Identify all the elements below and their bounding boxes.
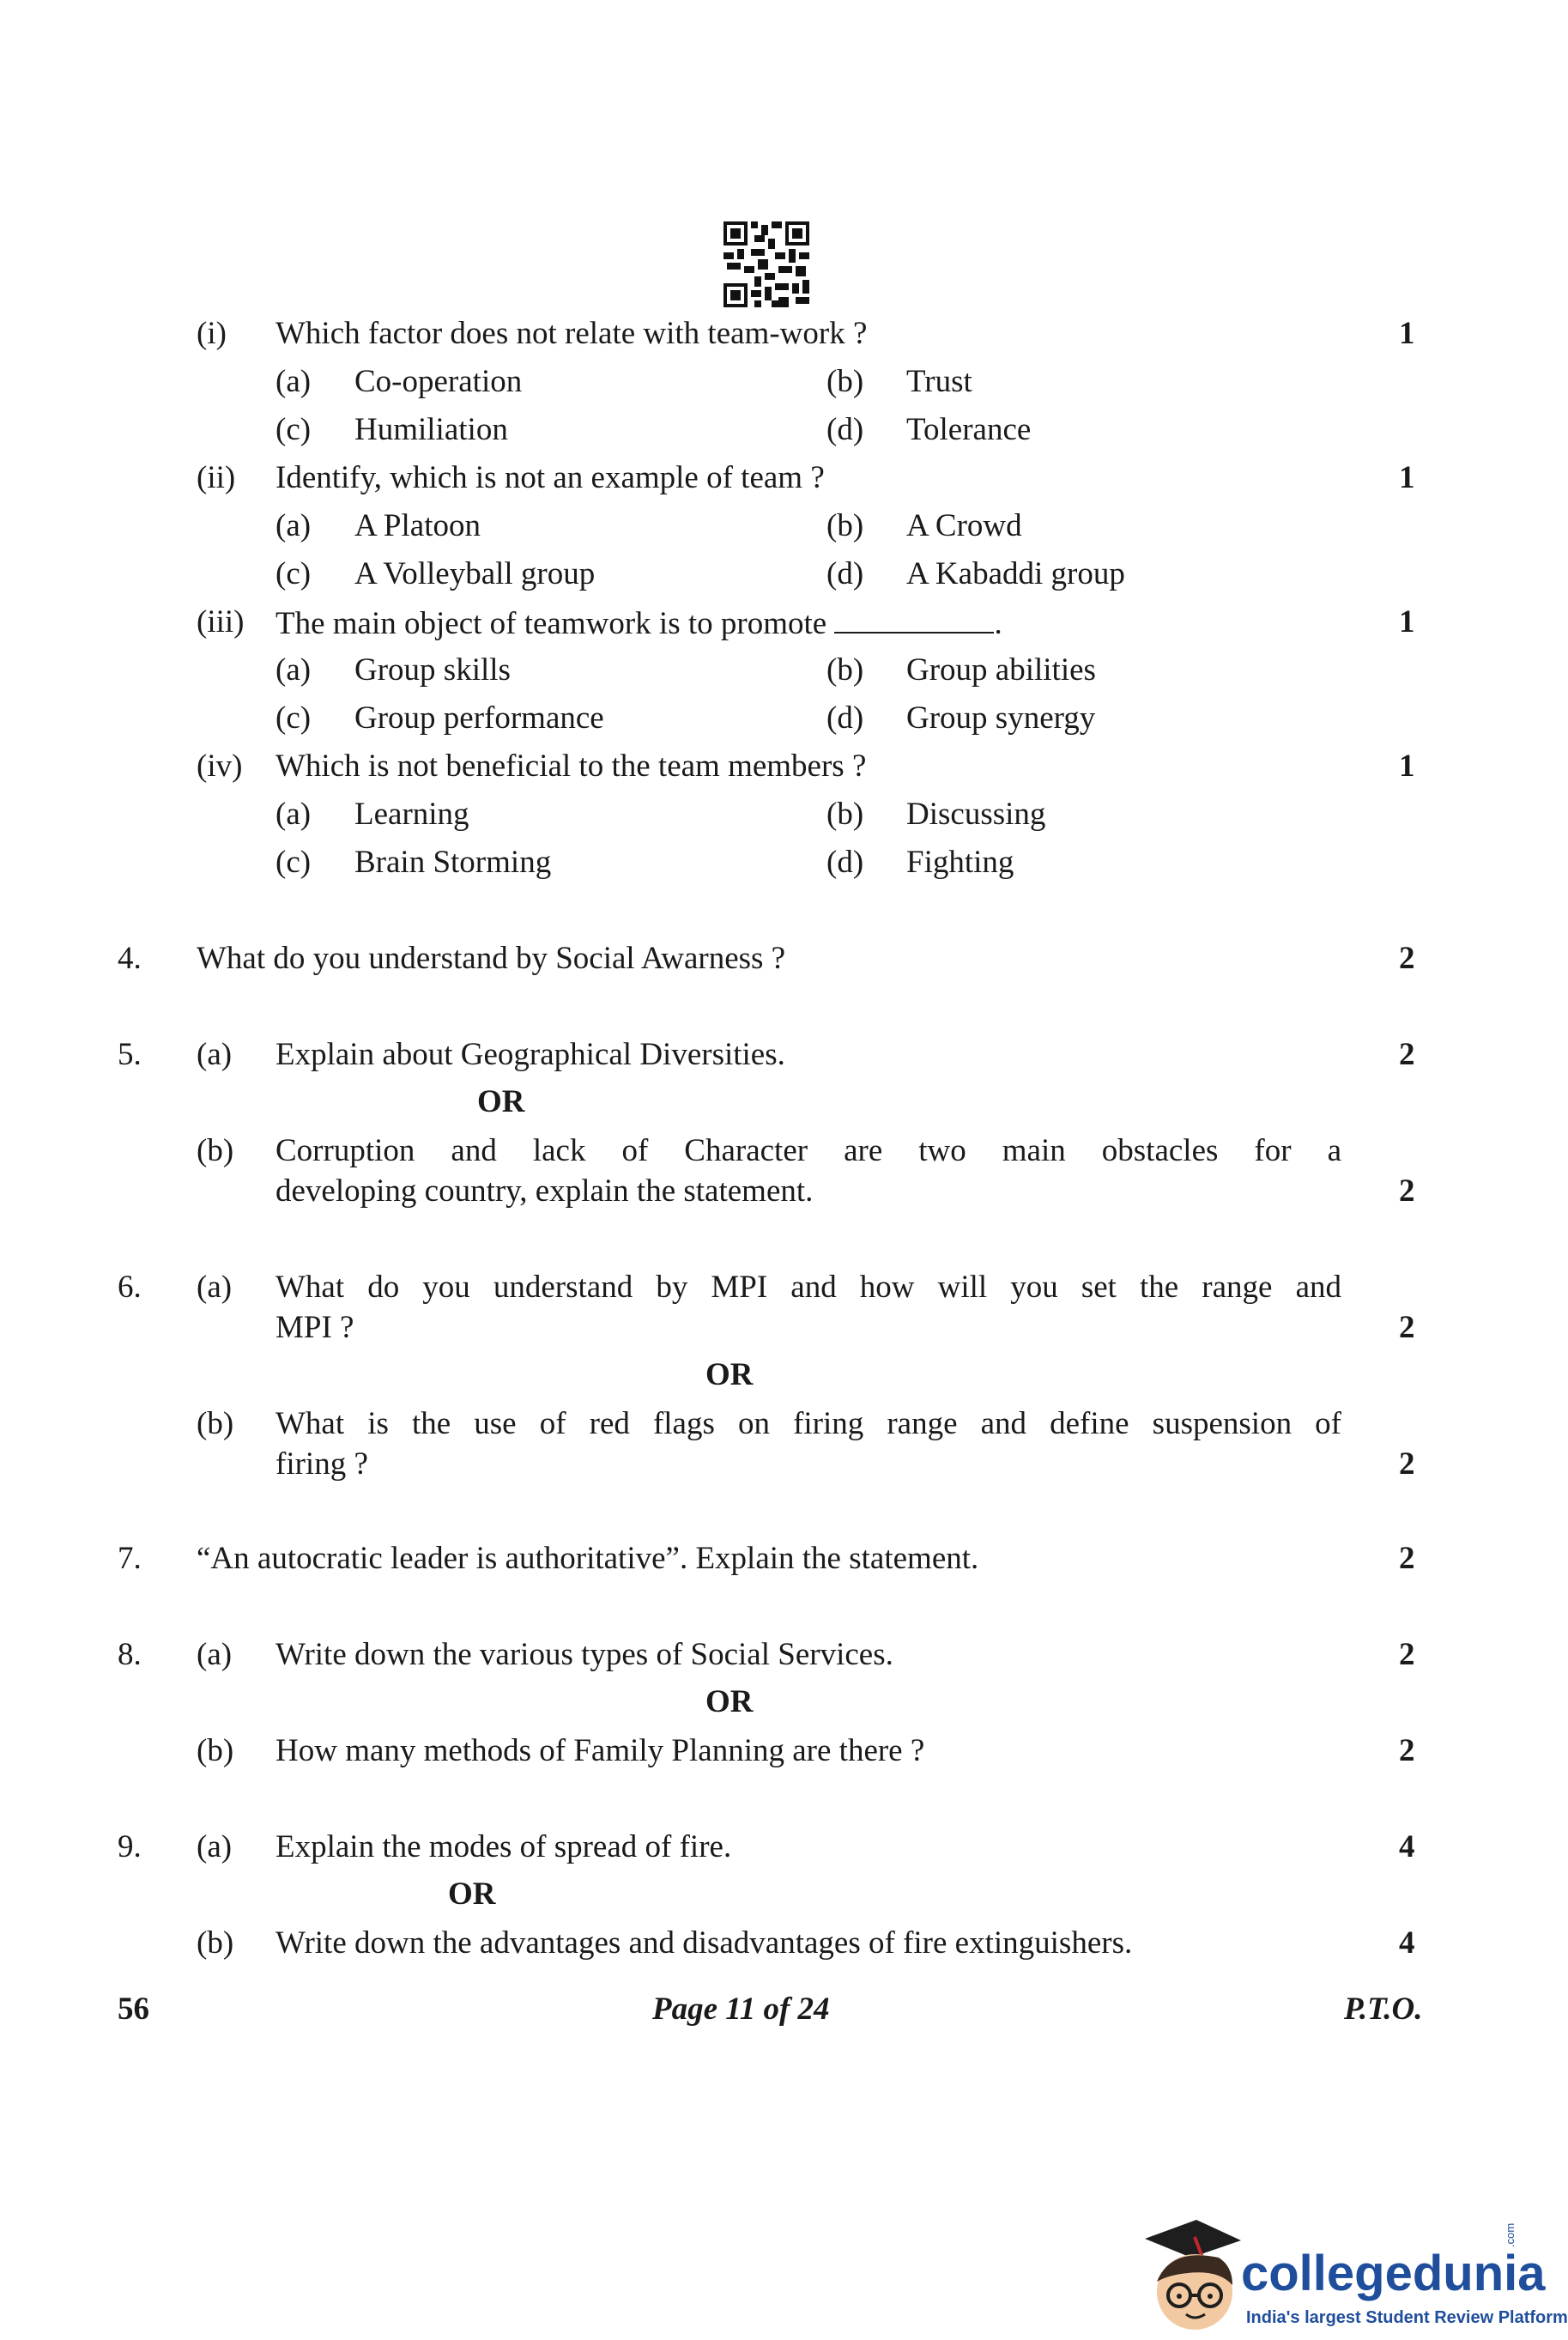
logo-tagline: India's largest Student Review Platform — [1246, 2308, 1568, 2327]
item-label: (iii) — [197, 604, 245, 640]
part-label: (a) — [197, 1829, 233, 1864]
option-label: (c) — [275, 412, 312, 447]
question-text-line-2: developing country, explain the statement. — [275, 1173, 814, 1209]
option-text: Tolerance — [906, 412, 1032, 447]
question-text: Explain about Geographical Diversities. — [275, 1037, 785, 1072]
question-text-line-1: What is the use of red flags on firing range and define suspension of — [275, 1406, 1341, 1441]
question-text: What do you understand by Social Awarness ? — [197, 941, 786, 976]
option-text: A Crowd — [906, 508, 1022, 543]
question-number: 6. — [118, 1270, 142, 1305]
paper-code: 56 — [118, 1991, 149, 2027]
question-text: Write down the advantages and disadvantages of fire extinguishers. — [275, 1925, 1133, 1961]
option-label: (a) — [275, 508, 312, 543]
marks: 2 — [1399, 1310, 1415, 1345]
question-text: “An autocratic leader is authoritative”. Explain the statement. — [197, 1541, 979, 1576]
option-label: (d) — [826, 412, 864, 447]
option-text: Humiliation — [354, 412, 508, 447]
item-text-end: . — [994, 606, 1002, 641]
marks: 1 — [1399, 316, 1415, 351]
marks: 2 — [1399, 1037, 1415, 1072]
option-label: (b) — [826, 652, 864, 688]
marks: 2 — [1399, 1733, 1415, 1768]
option-text: Learning — [354, 797, 469, 832]
option-label: (a) — [275, 797, 312, 832]
question-number: 7. — [118, 1541, 142, 1576]
option-label: (d) — [826, 556, 864, 591]
item-text: Which is not beneficial to the team members ? — [275, 749, 867, 784]
or-separator: OR — [705, 1684, 754, 1719]
marks: 1 — [1399, 749, 1415, 784]
marks: 4 — [1399, 1829, 1415, 1864]
question-text-line-1: What do you understand by MPI and how will you set the range and — [275, 1270, 1341, 1305]
part-label: (a) — [197, 1037, 233, 1072]
item-label: (i) — [197, 316, 227, 351]
question-number: 4. — [118, 941, 142, 976]
item-label: (iv) — [197, 749, 243, 784]
part-label: (b) — [197, 1133, 234, 1168]
option-text: Brain Storming — [354, 845, 552, 880]
option-text: Group skills — [354, 652, 511, 688]
option-text: A Platoon — [354, 508, 481, 543]
marks: 4 — [1399, 1925, 1415, 1961]
option-label: (c) — [275, 700, 312, 736]
or-separator: OR — [705, 1357, 754, 1392]
marks: 2 — [1399, 1541, 1415, 1576]
part-label: (b) — [197, 1925, 234, 1961]
question-number: 9. — [118, 1829, 142, 1864]
option-text: A Volleyball group — [354, 556, 596, 591]
marks: 1 — [1399, 604, 1415, 640]
question-text-line-1: Corruption and lack of Character are two main obstacles for a — [275, 1133, 1341, 1168]
option-text: A Kabaddi group — [906, 556, 1125, 591]
option-label: (b) — [826, 364, 864, 399]
marks: 2 — [1399, 941, 1415, 976]
question-text-line-2: MPI ? — [275, 1310, 354, 1345]
question-text: Write down the various types of Social Services. — [275, 1637, 893, 1672]
logo-domain: .com — [1504, 2222, 1517, 2247]
part-label: (a) — [197, 1270, 233, 1305]
part-label: (b) — [197, 1406, 234, 1441]
question-text: Explain the modes of spread of fire. — [275, 1829, 732, 1864]
item-text: Which factor does not relate with team-work ? — [275, 316, 868, 351]
option-text: Group abilities — [906, 652, 1096, 688]
option-text: Group synergy — [906, 700, 1096, 736]
pto-label: P.T.O. — [1344, 1991, 1423, 2027]
item-text: Identify, which is not an example of team ? — [275, 460, 825, 495]
part-label: (b) — [197, 1733, 234, 1768]
item-text: The main object of teamwork is to promote — [275, 606, 827, 641]
logo-wordmark: collegedunia — [1241, 2246, 1546, 2301]
option-label: (d) — [826, 845, 864, 880]
option-label: (c) — [275, 845, 312, 880]
marks: 1 — [1399, 460, 1415, 495]
qr-code — [723, 221, 809, 307]
question-number: 8. — [118, 1637, 142, 1672]
or-separator: OR — [477, 1084, 525, 1119]
marks: 2 — [1399, 1173, 1415, 1209]
option-text: Discussing — [906, 797, 1046, 832]
item-text-line — [275, 606, 1002, 640]
part-label: (a) — [197, 1637, 233, 1672]
option-label: (a) — [275, 364, 312, 399]
option-text: Group performance — [354, 700, 604, 736]
marks: 2 — [1399, 1637, 1415, 1672]
option-label: (a) — [275, 652, 312, 688]
option-label: (b) — [826, 797, 864, 832]
item-label: (ii) — [197, 460, 236, 495]
option-label: (d) — [826, 700, 864, 736]
question-number: 5. — [118, 1037, 142, 1072]
option-label: (c) — [275, 556, 312, 591]
option-text: Co-operation — [354, 364, 523, 399]
option-label: (b) — [826, 508, 864, 543]
option-text: Fighting — [906, 845, 1014, 880]
question-text-line-2: firing ? — [275, 1446, 368, 1482]
fill-in-blank — [834, 606, 994, 633]
option-text: Trust — [906, 364, 972, 399]
or-separator: OR — [448, 1876, 496, 1912]
page-number: Page 11 of 24 — [652, 1991, 830, 2027]
question-text: How many methods of Family Planning are there ? — [275, 1733, 925, 1768]
marks: 2 — [1399, 1446, 1415, 1482]
